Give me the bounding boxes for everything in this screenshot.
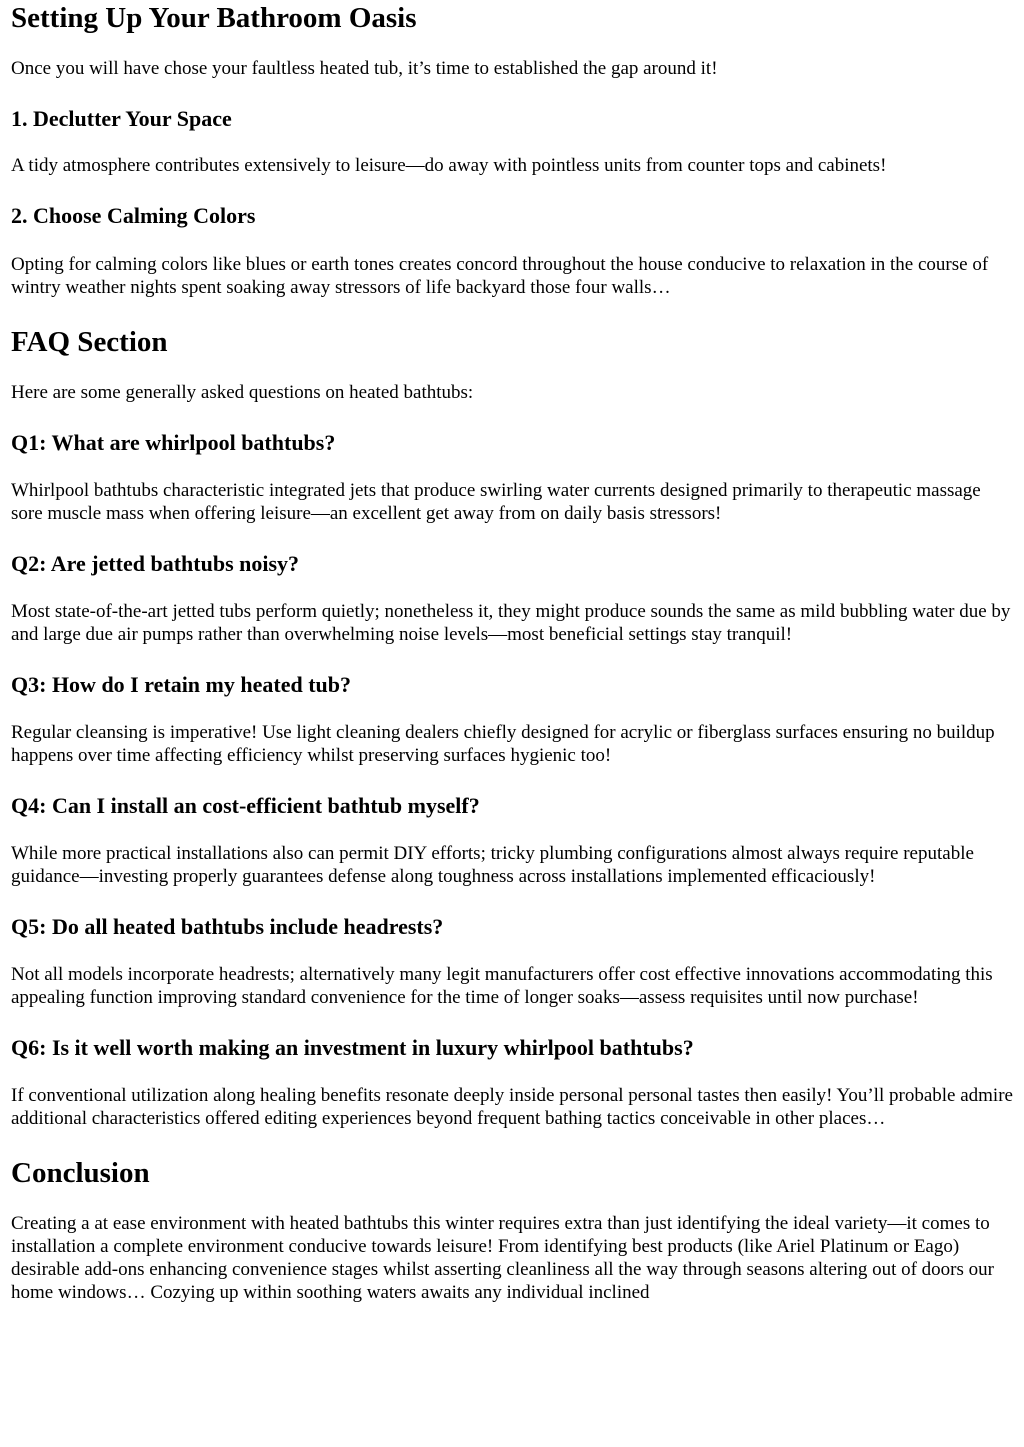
paragraph-q3: Regular cleansing is imperative! Use light cleaning dealers chiefly designed for acrylic or fiberglass surfaces ensuring no buildup happens over time affecting efficiency whilst preserving surfaces hygienic too! [11, 722, 995, 766]
paragraph-faq-intro: Here are some generally asked questions on heated bathtubs: [11, 382, 474, 403]
paragraph-q6: If conventional utilization along healing benefits resonate deeply inside personal personal tastes then easily! You’ll probable admire additional characteristics offered editing experiences beyond frequent bathing tactics conceivable in other places… [11, 1085, 1013, 1129]
paragraph-q1: Whirlpool bathtubs characteristic integrated jets that produce swirling water currents designed primarily to therapeutic massage sore muscle mass when offering leisure—an excellent get away from on daily basis stressors! [11, 480, 981, 524]
paragraph-q2: Most state-of-the-art jetted tubs perform quietly; nonetheless it, they might produce sounds the same as mild bubbling water due by and large due air pumps rather than overwhelming noise levels—most beneficial settings stay tranquil! [11, 601, 1011, 645]
heading-calming-colors: 2. Choose Calming Colors [11, 203, 256, 228]
paragraph-intro: Once you will have chose your faultless heated tub, it’s time to established the gap around it! [11, 58, 718, 79]
heading-q3: Q3: How do I retain my heated tub? [11, 672, 351, 697]
heading-q4: Q4: Can I install an cost-efficient bathtub myself? [11, 793, 480, 818]
paragraph-conclusion: Creating a at ease environment with heated bathtubs this winter requires extra than just identifying the ideal variety—it comes to installation a complete environment conducive towards leisure! From identifying best products (like Ariel Platinum or Eago) desirable add-ons enhancing convenience stages whilst asserting cleanliness all the way through seasons altering out of doors our home windows… Cozying up within soothing waters awaits any individual inclined [11, 1213, 994, 1303]
heading-faq-section: FAQ Section [11, 326, 168, 358]
heading-conclusion: Conclusion [11, 1157, 150, 1189]
heading-setting-up-bathroom: Setting Up Your Bathroom Oasis [11, 2, 417, 34]
article-body [0, 1, 1024, 1304]
paragraph-declutter: A tidy atmosphere contributes extensively to leisure—do away with pointless units from counter tops and cabinets! [11, 155, 887, 176]
paragraph-calming-colors: Opting for calming colors like blues or earth tones creates concord throughout the house conducive to relaxation in the course of wintry weather nights spent soaking away stressors of life backyard those four walls… [11, 254, 989, 298]
paragraph-q4: While more practical installations also can permit DIY efforts; tricky plumbing configurations almost always require reputable guidance—investing properly guarantees defense along toughness across installations implemented efficaciously! [11, 843, 974, 887]
paragraph-q5: Not all models incorporate headrests; alternatively many legit manufacturers offer cost effective innovations accommodating this appealing function improving standard convenience for the time of longer soaks—assess requisites until now purchase! [11, 964, 993, 1008]
heading-q6: Q6: Is it well worth making an investment in luxury whirlpool bathtubs? [11, 1035, 694, 1060]
heading-q1: Q1: What are whirlpool bathtubs? [11, 430, 336, 455]
heading-q2: Q2: Are jetted bathtubs noisy? [11, 551, 300, 576]
heading-q5: Q5: Do all heated bathtubs include headrests? [11, 914, 444, 939]
heading-declutter: 1. Declutter Your Space [11, 106, 232, 131]
